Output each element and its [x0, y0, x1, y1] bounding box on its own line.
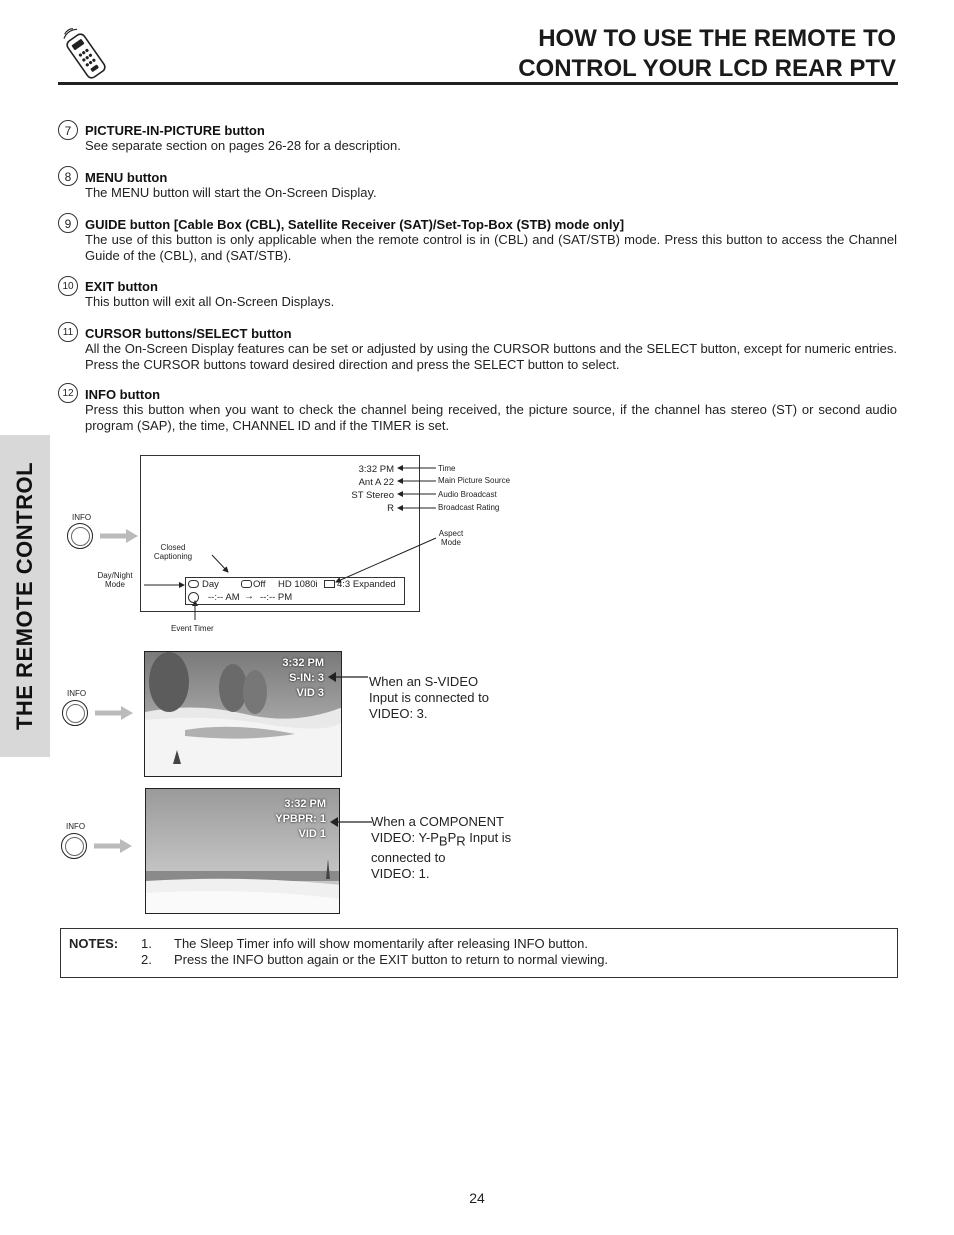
clock-icon	[188, 592, 199, 603]
component-caption-line-3: connected to	[371, 849, 446, 865]
svideo-caption-line-1: When an S-VIDEO	[369, 674, 479, 689]
caption-input-text: Input is	[465, 830, 512, 845]
overlay-source: S-IN: 3	[289, 672, 324, 684]
component-caption	[371, 814, 511, 882]
note-number: 1.	[141, 936, 152, 951]
callout-cc-line-2: Captioning	[153, 552, 193, 561]
item-title: INFO button	[85, 387, 161, 402]
aspect-icon	[324, 580, 335, 588]
item-number: 8	[58, 166, 78, 186]
item-number: 9	[58, 213, 78, 233]
arrow-icon: →	[244, 591, 254, 602]
callout-source: Main Picture Source	[438, 476, 511, 485]
item-title: GUIDE button [Cable Box (CBL), Satellite Receiver (SAT)/Set-Top-Box (STB) mode only]	[85, 217, 625, 232]
status-aspect: 4:3 Expanded	[337, 579, 396, 590]
notes-heading: NOTES:	[69, 936, 119, 951]
svideo-caption	[369, 674, 489, 722]
callout-aspect-line-1: Aspect	[438, 529, 464, 538]
overlay-video: VID 1	[298, 828, 326, 840]
status-timer-end: --:-- PM	[260, 592, 293, 603]
callout-arrow	[326, 670, 370, 684]
overlay-time: 3:32 PM	[284, 798, 326, 810]
item-number: 10	[58, 276, 78, 296]
day-night-icon	[188, 580, 199, 588]
overlay-video: VID 3	[296, 687, 324, 699]
callout-event-timer: Event Timer	[171, 624, 214, 633]
item-description: This button will exit all On-Screen Displays.	[85, 294, 335, 309]
callout-aspect-line-2: Mode	[440, 538, 461, 547]
component-caption-line-4: VIDEO: 1.	[371, 865, 430, 881]
remote-control-icon	[58, 26, 114, 82]
svideo-caption-line-3: VIDEO: 3.	[369, 706, 428, 721]
component-caption-line-1: When a COMPONENT	[371, 814, 504, 829]
item-title: CURSOR buttons/SELECT button	[85, 326, 292, 341]
svideo-caption-line-2: Input is connected to	[369, 690, 489, 705]
status-resolution: HD 1080i	[278, 579, 318, 590]
overlay-source: YPBPR: 1	[275, 813, 326, 825]
note-text: The Sleep Timer info will show momentarily after releasing INFO button.	[174, 936, 589, 951]
callout-rating: Broadcast Rating	[438, 503, 500, 512]
side-tab-label: THE REMOTE CONTROL	[12, 461, 37, 731]
item-description: The MENU button will start the On-Screen Display.	[85, 185, 377, 200]
item-number: 12	[58, 383, 78, 403]
info-button[interactable]	[67, 523, 93, 549]
arrow-right-icon	[92, 837, 134, 860]
overlay-time: 3:32 PM	[282, 657, 324, 669]
status-timer-start: --:-- AM	[208, 592, 240, 603]
arrow-right-icon	[93, 704, 135, 727]
info-button[interactable]	[61, 833, 87, 859]
info-button[interactable]	[62, 700, 88, 726]
page-title	[476, 24, 896, 84]
arrow-right-icon	[98, 527, 140, 550]
item-title: MENU button	[85, 170, 168, 185]
component-caption-line-2	[371, 830, 511, 850]
item-number: 11	[58, 322, 78, 342]
notes-box	[60, 928, 898, 978]
callout-time: Time	[438, 464, 456, 473]
item-title: PICTURE-IN-PICTURE button	[85, 123, 265, 138]
osd-audio: ST Stereo	[351, 490, 394, 501]
callout-day-night	[90, 571, 140, 589]
item-description: Press this button when you want to check the channel being received, the picture source, if the channel has stereo (ST) or second audio program (SAP), the time, CHANNEL ID and if the TIMER is set.	[85, 402, 897, 433]
title-line-2: CONTROL YOUR LCD REAR PTV	[518, 55, 896, 82]
info-button-label: INFO	[72, 513, 92, 522]
callout-cc-line-1: Closed	[160, 543, 186, 552]
caption-ypbpr-prefix: VIDEO: Y-P	[371, 830, 439, 845]
osd-time: 3:32 PM	[358, 464, 394, 475]
caption-sub-b: B	[438, 833, 448, 849]
item-description: All the On-Screen Display features can be set or adjusted by using the CURSOR buttons and the SELECT button, except for numeric entries. Press the CURSOR buttons toward desired direction and press the SELECT button to select.	[85, 341, 897, 372]
photo-overlay-info	[250, 797, 326, 842]
page-number: 24	[469, 1190, 485, 1206]
status-cc: Off	[253, 579, 266, 590]
note-text: Press the INFO button again or the EXIT button to return to normal viewing.	[174, 952, 609, 967]
osd-rating: R	[387, 503, 394, 514]
callout-aspect	[436, 529, 466, 547]
osd-status-bar	[185, 577, 405, 605]
caption-sub-r: R	[456, 833, 466, 849]
title-line-1: HOW TO USE THE REMOTE TO	[538, 25, 896, 52]
callout-arrow	[328, 815, 374, 829]
item-description: See separate section on pages 26-28 for a description.	[85, 138, 401, 153]
info-button-label: INFO	[67, 689, 87, 698]
note-number: 2.	[141, 952, 152, 967]
header-rule	[58, 82, 898, 85]
item-number: 7	[58, 120, 78, 140]
callout-closed-captioning	[148, 543, 198, 561]
cc-icon	[241, 580, 252, 588]
info-button-label: INFO	[66, 822, 86, 831]
photo-overlay-info	[250, 656, 324, 701]
callout-daynight-line-2: Mode	[104, 580, 125, 589]
item-description: The use of this button is only applicable when the remote control is in (CBL) and (SAT/STB) mode. Press this button to access the Channel Guide of the (CBL), and (SAT/STB).	[85, 232, 897, 263]
callout-audio: Audio Broadcast	[438, 490, 497, 499]
caption-p: P	[447, 830, 457, 845]
item-title: EXIT button	[85, 279, 158, 294]
callout-daynight-line-1: Day/Night	[97, 571, 133, 580]
osd-source: Ant A 22	[358, 477, 394, 488]
status-day-night: Day	[202, 579, 219, 590]
